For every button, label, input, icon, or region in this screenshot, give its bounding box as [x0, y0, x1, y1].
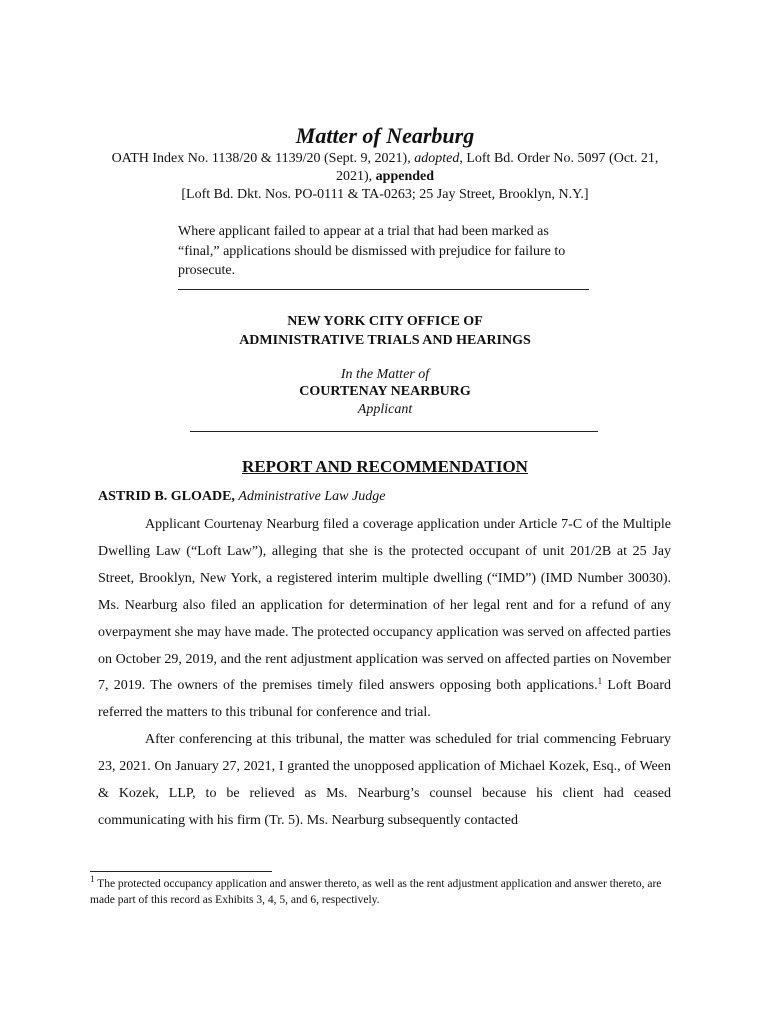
- footnote-text: The protected occupancy application and answer thereto, as well as the rent adjustment application and answer thereto, are made part of this record as Exhibits 3, 4, 5, and 6, respectively.: [90, 878, 662, 906]
- paragraph-1-text: Applicant Courtenay Nearburg filed a coverage application under Article 7-C of the Multiple Dwelling Law (“Loft Law”), alleging that she is the protected occupant of unit 201/2B at 25 Jay Street, Brooklyn, New York, a registered interim multiple dwelling (“IMD”) (IMD Number 30030). Ms. Nearburg also filed an application for determination of her legal rent and for a refund of any overpayment she may have made. The protected occupancy application was served on affected parties on October 29, 2019, and the rent adjustment application was served on affected parties on November 7, 2019. The owners of the premises timely filed answers opposing both applications.: [98, 517, 671, 694]
- report-heading: REPORT AND RECOMMENDATION: [242, 457, 528, 476]
- headnote-divider: [178, 289, 589, 290]
- agency-line-1: NEW YORK CITY OFFICE OF: [287, 314, 483, 329]
- agency-name: [0, 312, 770, 350]
- document-title: Matter of Nearburg: [295, 123, 475, 148]
- headnote: Where applicant failed to appear at a trial that had been marked as “final,” applications should be dismissed with prejudice for failure to prosecute.: [178, 224, 566, 278]
- citation-text-2: , Loft Bd. Order No. 5097 (Oct. 21, 2021),: [335, 151, 659, 184]
- judge-name: ASTRID B. GLOADE,: [98, 489, 235, 504]
- citation: [96, 150, 674, 186]
- judge-line: [98, 488, 385, 506]
- footnote: [90, 874, 680, 908]
- caption-intro: In the Matter of: [340, 367, 430, 382]
- paragraph-1-text-end: Loft Board referred the matters to this tribunal for conference and trial.: [98, 678, 671, 721]
- citation-adopted: adopted: [414, 151, 460, 166]
- docket-line: [Loft Bd. Dkt. Nos. PO-0111 & TA-0263; 25 Jay Street, Brooklyn, N.Y.]: [181, 187, 589, 202]
- footnote-reference: 1: [597, 676, 603, 687]
- judge-title: Administrative Law Judge: [238, 489, 386, 504]
- citation-appended: appended: [375, 169, 435, 184]
- citation-text-1: OATH Index No. 1138/20 & 1139/20 (Sept. 9, 2021),: [111, 151, 415, 166]
- footnote-divider: [90, 871, 272, 872]
- agency-line-2: ADMINISTRATIVE TRIALS AND HEARINGS: [239, 333, 531, 348]
- caption-party-role: Applicant: [357, 402, 413, 417]
- footnote-number: 1: [90, 874, 95, 884]
- caption-party-name: COURTENAY NEARBURG: [299, 384, 471, 399]
- paragraph-1: [98, 512, 671, 727]
- paragraph-2: After conferencing at this tribunal, the matter was scheduled for trial commencing February 23, 2021. On January 27, 2021, I granted the unopposed application of Michael Kozek, Esq., of Ween & Kozek, LLP, to be relieved as Ms. Nearburg’s counsel because his client had ceased communicating with his firm (Tr. 5). Ms. Nearburg subsequently contacted: [98, 732, 671, 828]
- report-body: [98, 512, 671, 835]
- caption-divider: [190, 431, 598, 432]
